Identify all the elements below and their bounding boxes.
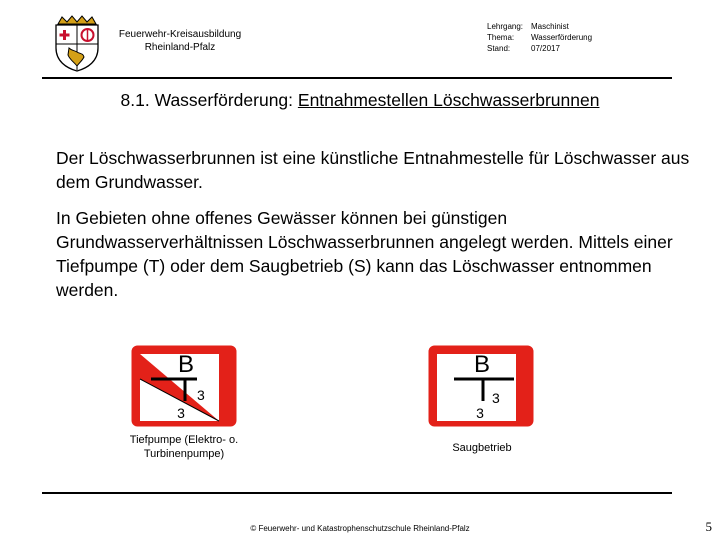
paragraph-definition: Der Löschwasserbrunnen ist eine künstliche Entnahmestelle für Löschwasser aus dem Grundwasser.	[56, 148, 690, 192]
copyright-icon: ©	[250, 524, 257, 533]
page-number: 5	[705, 519, 712, 534]
caption-line: Tiefpumpe (Elektro- o.	[129, 434, 239, 446]
meta-value: 07/2017	[531, 44, 560, 53]
paragraph-usage: In Gebieten ohne offenes Gewässer können bei günstigen Grundwasserverhältnissen Löschwasserbrunnen angelegt werden. Mittels einer Tiefpumpe (T) oder dem Saugbetrieb (S) kann das Löschwasser entnommen werden.	[56, 208, 673, 300]
footer-divider	[42, 492, 672, 494]
meta-key: Lehrgang:	[487, 22, 524, 31]
header-divider	[42, 77, 672, 79]
caption-deep-pump	[100, 433, 268, 461]
caption-suction	[418, 441, 546, 455]
footer-text: Feuerwehr- und Katastrophenschutzschule Rheinland-Pfalz	[258, 524, 470, 533]
title-prefix: 8.1. Wasserförderung:	[120, 90, 298, 110]
sign-letter: B	[473, 351, 491, 378]
caption-line: Saugbetrieb	[452, 442, 512, 454]
well-sign-suction	[428, 345, 534, 427]
course-meta	[487, 21, 592, 54]
sign-letter: B	[177, 351, 195, 378]
meta-course	[487, 21, 592, 32]
sign-number-bottom: 3	[177, 405, 185, 421]
meta-topic	[487, 32, 592, 43]
sign-number-right: 3	[197, 387, 205, 403]
meta-value: Wasserförderung	[531, 33, 593, 42]
meta-value: Maschinist	[531, 22, 569, 31]
org-line-2: Rheinland-Pfalz	[144, 42, 216, 53]
org-line-1: Feuerwehr-Kreisausbildung	[118, 29, 242, 40]
meta-key: Thema:	[487, 33, 515, 42]
title-underlined: Entnahmestellen Löschwasserbrunnen	[297, 90, 600, 110]
meta-key: Stand:	[487, 44, 511, 53]
slide-title	[0, 90, 720, 111]
sign-number-bottom: 3	[476, 405, 484, 421]
caption-line: Turbinenpumpe)	[143, 448, 225, 460]
footer	[0, 524, 720, 533]
organization-name	[105, 28, 255, 54]
sign-number-right: 3	[492, 390, 500, 406]
coat-of-arms-icon	[52, 14, 102, 72]
meta-date	[487, 43, 592, 54]
well-sign-deep-pump	[131, 345, 237, 427]
